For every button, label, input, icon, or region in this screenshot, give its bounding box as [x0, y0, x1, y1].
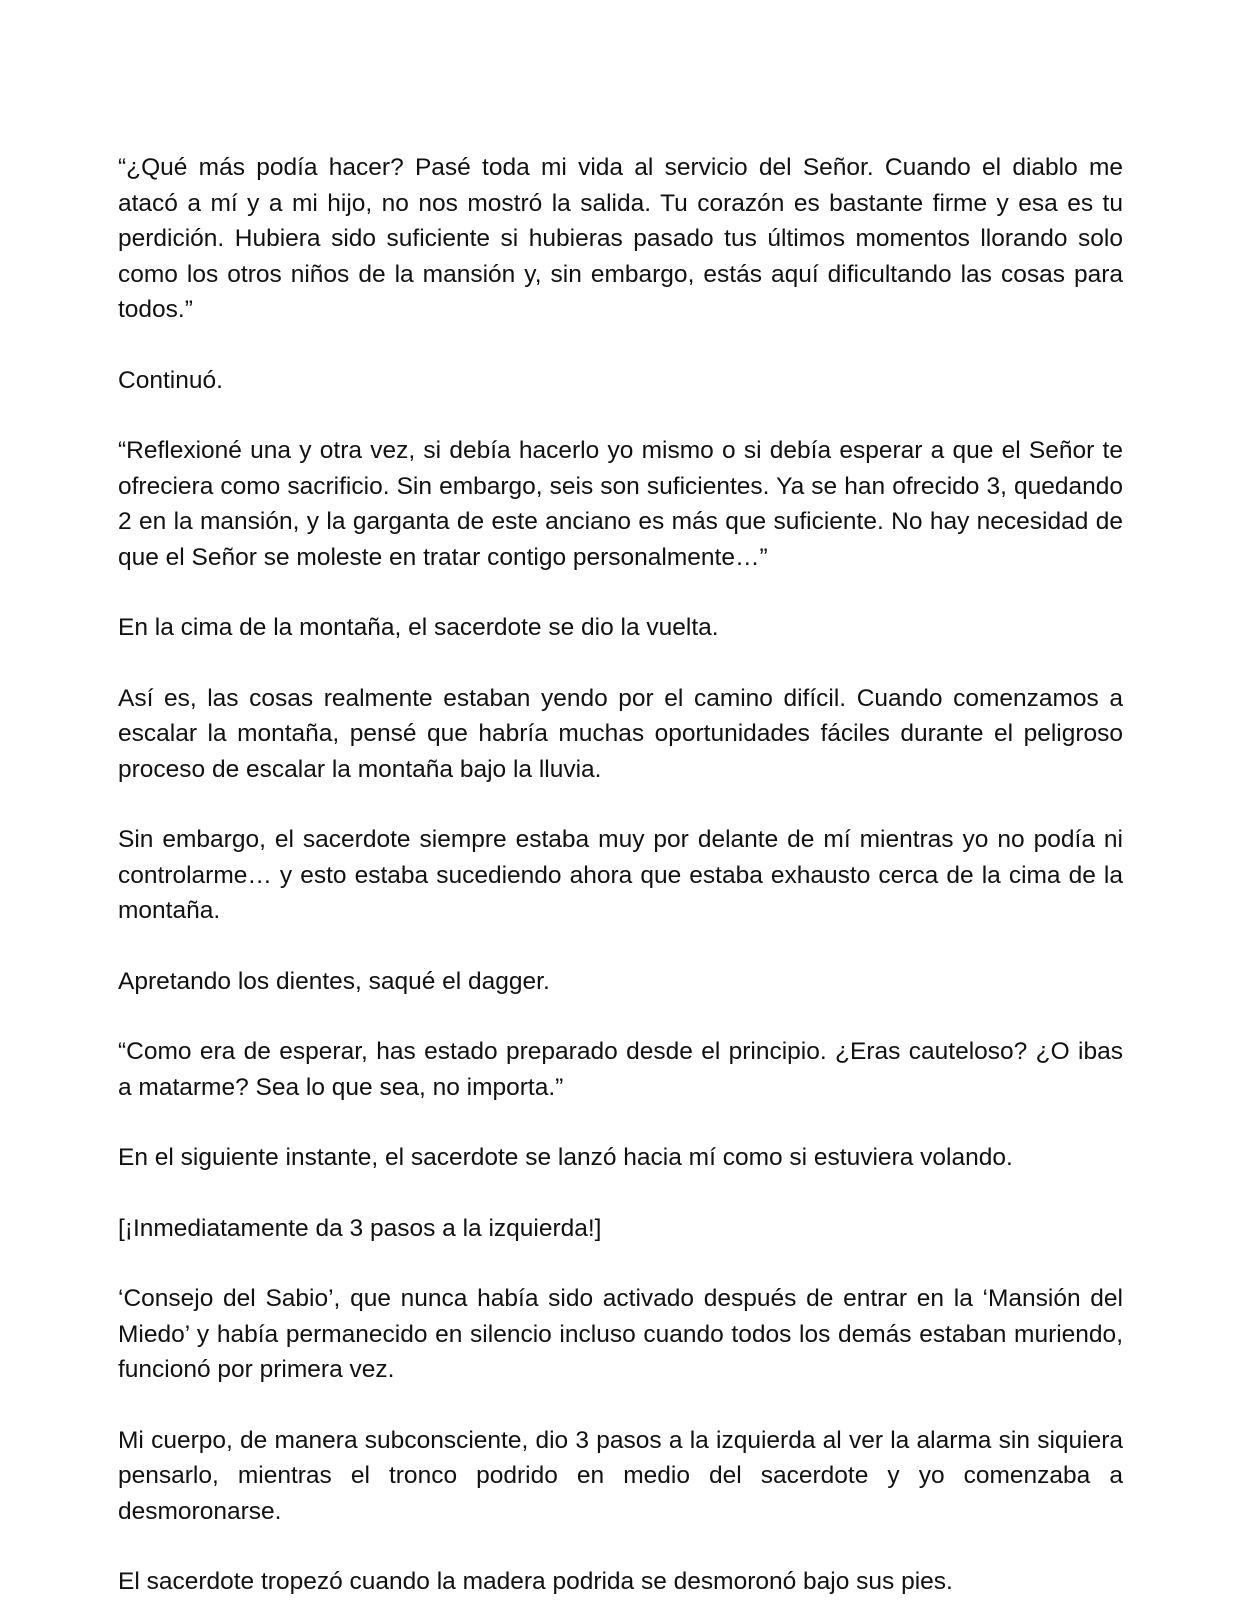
- paragraph-system-alert: [¡Inmediatamente da 3 pasos a la izquierda!]: [118, 1214, 602, 1242]
- paragraph-priest-lunges: En el siguiente instante, el sacerdote se lanzó hacia mí como si estuviera volando.: [118, 1144, 1013, 1171]
- document-page: [118, 150, 1123, 1610]
- paragraph-priest-speech-2: “Reflexioné una y otra vez, si debía hacerlo yo mismo o si debía esperar a que el Señor te ofreciera como sacrificio. Sin embargo, seis son suficientes. Ya se han ofrecido 3, quedando 2 en la mansión, y la garganta de este anciano es más que suficiente. No hay necesidad de que el Señor se moleste en tratar contigo personalmente…”: [118, 437, 1123, 571]
- paragraph-priest-stumbles: El sacerdote tropezó cuando la madera podrida se desmoronó bajo sus pies.: [118, 1568, 953, 1595]
- paragraph-difficult-path: Así es, las cosas realmente estaban yendo por el camino difícil. Cuando comenzamos a escalar la montaña, pensé que habría muchas oportunidades fáciles durante el peligroso proceso de escalar la montaña bajo la lluvia.: [118, 684, 1123, 783]
- paragraph-mountain-top: En la cima de la montaña, el sacerdote se dio la vuelta.: [118, 614, 719, 641]
- paragraph-priest-ahead: Sin embargo, el sacerdote siempre estaba muy por delante de mí mientras yo no podía ni controlarme… y esto estaba sucediendo ahora que estaba exhausto cerca de la cima de la montaña.: [118, 826, 1123, 924]
- paragraph-priest-speech-3: “Como era de esperar, has estado preparado desde el principio. ¿Eras cauteloso? ¿O ibas a matarme? Sea lo que sea, no importa.”: [118, 1038, 1123, 1101]
- paragraph-priest-speech-1: “¿Qué más podía hacer? Pasé toda mi vida al servicio del Señor. Cuando el diablo me atacó a mí y a mi hijo, no nos mostró la salida. Tu corazón es bastante firme y esa es tu perdición. Hubiera sido suficiente si hubieras pasado tus últimos momentos llorando solo como los otros niños de la mansión y, sin embargo, estás aquí dificultando las cosas para todos.”: [118, 154, 1123, 323]
- paragraph-three-steps: Mi cuerpo, de manera subconsciente, dio 3 pasos a la izquierda al ver la alarma sin siquiera pensarlo, mientras el tronco podrido en medio del sacerdote y yo comenzaba a desmoronarse.: [118, 1426, 1123, 1525]
- paragraph-continued: Continuó.: [118, 366, 223, 394]
- paragraph-sage-advice: ‘Consejo del Sabio’, que nunca había sido activado después de entrar en la ‘Mansión del Miedo’ y había permanecido en silencio incluso cuando todos los demás estaban muriendo, funcionó por primera vez.: [118, 1285, 1123, 1383]
- paragraph-dagger: Apretando los dientes, saqué el dagger.: [118, 967, 550, 995]
